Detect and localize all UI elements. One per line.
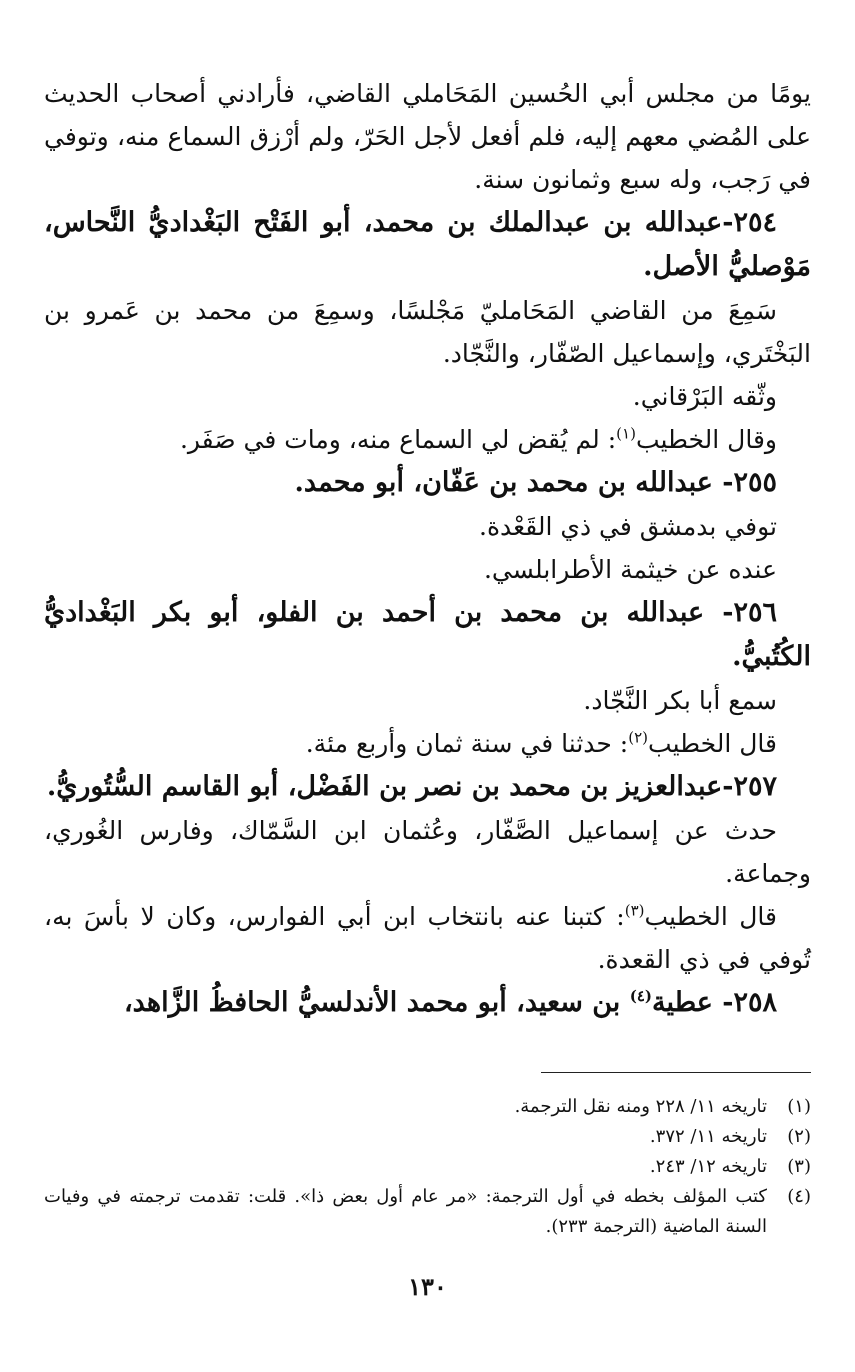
entry-254-heading: ٢٥٤-عبدالله بن عبدالملك بن محمد، أبو الفَتْح البَغْداديُّ النَّحاس، مَوْصليُّ الأصل.	[44, 207, 811, 282]
main-text	[44, 72, 811, 1025]
paragraph: سمع أبا بكر النَّجّاد.	[583, 686, 777, 715]
paragraph: توفي بدمشق في ذي القَعْدة.	[479, 512, 777, 541]
paragraph: عنده عن خيثمة الأطرابلسي.	[483, 555, 777, 584]
footnote-3	[44, 1152, 811, 1182]
paragraph: وثّقه البَرْقاني.	[632, 382, 777, 411]
paragraph: حدث عن إسماعيل الصَّفّار، وعُثمان ابن السَّمّاك، وفارس الغُوري، وجماعة.	[44, 816, 811, 888]
footnote-text: تاريخه ١١/ ٣٧٢.	[649, 1126, 767, 1147]
footnote-divider	[541, 1072, 811, 1073]
footnote-text: تاريخه ١٢/ ٢٤٣.	[649, 1156, 767, 1177]
footnote-ref-1[interactable]: (١)	[616, 424, 636, 443]
footnotes	[44, 1092, 811, 1242]
footnote-2	[44, 1122, 811, 1152]
footnote-text: تاريخه ١١/ ٢٢٨ ومنه نقل الترجمة.	[514, 1096, 767, 1117]
page-number: ١٣٠	[408, 1272, 447, 1301]
paragraph: قال الخطيب$^{(٢)}$: حدثنا في سنة ثمان وأربع مئة.	[305, 728, 777, 758]
entry-257-heading: ٢٥٧-عبدالعزيز بن محمد بن نصر بن الفَضْل، أبو القاسم السُّتُوريُّ.	[46, 771, 777, 802]
paragraph: سَمِعَ من القاضي المَحَامليّ مَجْلسًا، وسمِعَ من محمد بن عَمرو بن البَخْتَري، وإسماعيل الصّفّار، والنَّجّاد.	[44, 296, 811, 368]
footnote-number: (٢)	[787, 1126, 811, 1147]
footnote-4	[44, 1182, 811, 1242]
footnote-ref-3[interactable]: (٣)	[624, 901, 645, 920]
entry-258-heading: ٢٥٨- عطية$^{(٤)}$ بن سعيد، أبو محمد الأندلسيُّ الحافظُ الزَّاهد،	[123, 987, 777, 1018]
entry-256-heading: ٢٥٦- عبدالله بن محمد بن أحمد بن الفلو، أبو بكر البَغْداديُّ الكُتُبيُّ.	[44, 597, 811, 672]
footnote-number: (٣)	[787, 1156, 811, 1177]
footnote-ref-4[interactable]: (٤)	[629, 987, 652, 1005]
footnote-number: (٤)	[787, 1186, 811, 1207]
paragraph: وقال الخطيب$^{(١)}$: لم يُقض لي السماع منه، ومات في صَفَر.	[179, 424, 777, 454]
footnote-text: كتب المؤلف بخطه في أول الترجمة: «مر عام أول بعض ذا». قلت: تقدمت ترجمته في وفيات السنة الماضية (الترجمة ٢٣٣).	[44, 1186, 767, 1237]
paragraph-continuation: يومًا من مجلس أبي الحُسين المَحَاملي القاضي، فأرادني أصحاب الحديث على المُضي معهم إليه، فلم أفعل لأجل الحَرّ، ولم أرْزق السماع منه، وتوفي في رَجب، وله سبع وثمانون سنة.	[44, 79, 811, 194]
entry-255-heading: ٢٥٥- عبدالله بن محمد بن عَفّان، أبو محمد.	[294, 467, 777, 498]
footnote-1	[44, 1092, 811, 1122]
paragraph: قال الخطيب$^{(٣)}$: كتبنا عنه بانتخاب ابن أبي الفوارس، وكان لا بأسَ به، تُوفي في ذي القعدة.	[44, 901, 811, 974]
footnote-ref-2[interactable]: (٢)	[628, 728, 649, 747]
footnote-number: (١)	[787, 1096, 811, 1117]
